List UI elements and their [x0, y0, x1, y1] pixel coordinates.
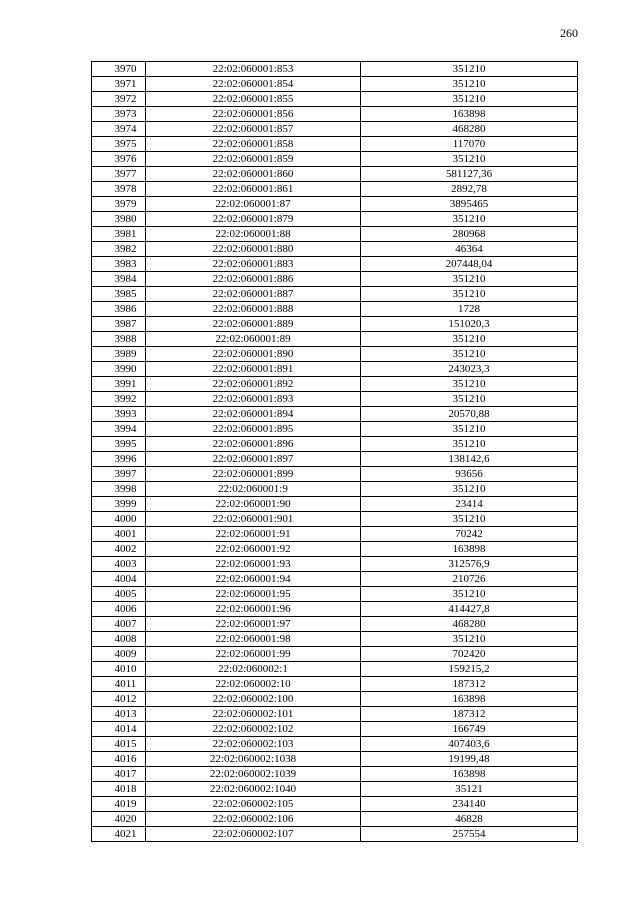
value-cell: 117070 — [361, 137, 578, 152]
cadastral-number-cell: 22:02:060001:90 — [146, 497, 361, 512]
table-row — [92, 497, 578, 512]
value-cell: 351210 — [361, 287, 578, 302]
cadastral-number-cell: 22:02:060001:883 — [146, 257, 361, 272]
table-row — [92, 212, 578, 227]
row-number-cell: 3981 — [92, 227, 146, 242]
value-cell: 163898 — [361, 692, 578, 707]
cadastral-number-cell: 22:02:060001:860 — [146, 167, 361, 182]
table-row — [92, 782, 578, 797]
row-number-cell: 4005 — [92, 587, 146, 602]
value-cell: 159215,2 — [361, 662, 578, 677]
table-row — [92, 422, 578, 437]
value-cell: 151020,3 — [361, 317, 578, 332]
value-cell: 351210 — [361, 587, 578, 602]
cadastral-number-cell: 22:02:060001:855 — [146, 92, 361, 107]
table-row — [92, 272, 578, 287]
table-row — [92, 692, 578, 707]
table-row — [92, 167, 578, 182]
page-number: 260 — [560, 26, 578, 40]
cadastral-number-cell: 22:02:060001:888 — [146, 302, 361, 317]
cadastral-number-cell: 22:02:060001:895 — [146, 422, 361, 437]
cadastral-number-cell: 22:02:060001:894 — [146, 407, 361, 422]
cadastral-number-cell: 22:02:060002:1039 — [146, 767, 361, 782]
value-cell: 163898 — [361, 542, 578, 557]
cadastral-number-cell: 22:02:060001:94 — [146, 572, 361, 587]
value-cell: 187312 — [361, 707, 578, 722]
cadastral-number-cell: 22:02:060001:853 — [146, 62, 361, 77]
value-cell: 312576,9 — [361, 557, 578, 572]
cadastral-number-cell: 22:02:060002:100 — [146, 692, 361, 707]
table-row — [92, 62, 578, 77]
table-row — [92, 152, 578, 167]
cadastral-number-cell: 22:02:060001:880 — [146, 242, 361, 257]
row-number-cell: 3975 — [92, 137, 146, 152]
cadastral-number-cell: 22:02:060001:854 — [146, 77, 361, 92]
row-number-cell: 3985 — [92, 287, 146, 302]
row-number-cell: 3990 — [92, 362, 146, 377]
value-cell: 351210 — [361, 332, 578, 347]
row-number-cell: 3998 — [92, 482, 146, 497]
cadastral-value-table — [91, 61, 578, 842]
table-row — [92, 632, 578, 647]
cadastral-number-cell: 22:02:060001:87 — [146, 197, 361, 212]
row-number-cell: 4021 — [92, 827, 146, 842]
table-row — [92, 182, 578, 197]
cadastral-number-cell: 22:02:060001:99 — [146, 647, 361, 662]
row-number-cell: 4018 — [92, 782, 146, 797]
row-number-cell: 3986 — [92, 302, 146, 317]
row-number-cell: 4002 — [92, 542, 146, 557]
value-cell: 351210 — [361, 152, 578, 167]
value-cell: 1728 — [361, 302, 578, 317]
row-number-cell: 3989 — [92, 347, 146, 362]
value-cell: 351210 — [361, 92, 578, 107]
table-row — [92, 482, 578, 497]
row-number-cell: 4015 — [92, 737, 146, 752]
row-number-cell: 4003 — [92, 557, 146, 572]
value-cell: 23414 — [361, 497, 578, 512]
table-row — [92, 137, 578, 152]
cadastral-number-cell: 22:02:060002:101 — [146, 707, 361, 722]
table-row — [92, 707, 578, 722]
value-cell: 351210 — [361, 482, 578, 497]
row-number-cell: 4009 — [92, 647, 146, 662]
cadastral-number-cell: 22:02:060001:96 — [146, 602, 361, 617]
value-cell: 163898 — [361, 107, 578, 122]
value-cell: 234140 — [361, 797, 578, 812]
value-cell: 351210 — [361, 212, 578, 227]
table-row — [92, 797, 578, 812]
value-cell: 414427,8 — [361, 602, 578, 617]
cadastral-number-cell: 22:02:060001:89 — [146, 332, 361, 347]
value-cell: 207448,04 — [361, 257, 578, 272]
row-number-cell: 4008 — [92, 632, 146, 647]
value-cell: 351210 — [361, 272, 578, 287]
table-row — [92, 812, 578, 827]
row-number-cell: 4011 — [92, 677, 146, 692]
table-row — [92, 302, 578, 317]
cadastral-number-cell: 22:02:060001:95 — [146, 587, 361, 602]
table-row — [92, 602, 578, 617]
value-cell: 243023,3 — [361, 362, 578, 377]
table-row — [92, 227, 578, 242]
table-body — [92, 62, 578, 842]
table-row — [92, 827, 578, 842]
row-number-cell: 3973 — [92, 107, 146, 122]
row-number-cell: 3987 — [92, 317, 146, 332]
cadastral-number-cell: 22:02:060001:98 — [146, 632, 361, 647]
table-row — [92, 287, 578, 302]
value-cell: 2892,78 — [361, 182, 578, 197]
row-number-cell: 3988 — [92, 332, 146, 347]
table-row — [92, 77, 578, 92]
table-row — [92, 392, 578, 407]
cadastral-number-cell: 22:02:060001:861 — [146, 182, 361, 197]
value-cell: 138142,6 — [361, 452, 578, 467]
table-row — [92, 437, 578, 452]
cadastral-number-cell: 22:02:060001:899 — [146, 467, 361, 482]
cadastral-number-cell: 22:02:060002:10 — [146, 677, 361, 692]
table-row — [92, 107, 578, 122]
table-row — [92, 722, 578, 737]
row-number-cell: 3977 — [92, 167, 146, 182]
cadastral-number-cell: 22:02:060002:1040 — [146, 782, 361, 797]
row-number-cell: 4012 — [92, 692, 146, 707]
value-cell: 163898 — [361, 767, 578, 782]
cadastral-number-cell: 22:02:060001:897 — [146, 452, 361, 467]
value-cell: 280968 — [361, 227, 578, 242]
row-number-cell: 3978 — [92, 182, 146, 197]
table-row — [92, 332, 578, 347]
cadastral-number-cell: 22:02:060002:1 — [146, 662, 361, 677]
value-cell: 468280 — [361, 617, 578, 632]
value-cell: 46828 — [361, 812, 578, 827]
cadastral-number-cell: 22:02:060001:97 — [146, 617, 361, 632]
cadastral-number-cell: 22:02:060001:879 — [146, 212, 361, 227]
row-number-cell: 3983 — [92, 257, 146, 272]
row-number-cell: 3994 — [92, 422, 146, 437]
row-number-cell: 3992 — [92, 392, 146, 407]
value-cell: 351210 — [361, 512, 578, 527]
cadastral-number-cell: 22:02:060001:92 — [146, 542, 361, 557]
row-number-cell: 4014 — [92, 722, 146, 737]
value-cell: 351210 — [361, 62, 578, 77]
value-cell: 407403,6 — [361, 737, 578, 752]
table-row — [92, 257, 578, 272]
cadastral-number-cell: 22:02:060001:896 — [146, 437, 361, 452]
table-row — [92, 572, 578, 587]
table-row — [92, 512, 578, 527]
table-row — [92, 377, 578, 392]
row-number-cell: 3991 — [92, 377, 146, 392]
table-row — [92, 467, 578, 482]
value-cell: 93656 — [361, 467, 578, 482]
value-cell: 351210 — [361, 422, 578, 437]
cadastral-number-cell: 22:02:060002:102 — [146, 722, 361, 737]
row-number-cell: 4000 — [92, 512, 146, 527]
table-row — [92, 122, 578, 137]
table-row — [92, 542, 578, 557]
table-row — [92, 362, 578, 377]
row-number-cell: 3976 — [92, 152, 146, 167]
row-number-cell: 3996 — [92, 452, 146, 467]
cadastral-number-cell: 22:02:060002:103 — [146, 737, 361, 752]
value-cell: 581127,36 — [361, 167, 578, 182]
row-number-cell: 3995 — [92, 437, 146, 452]
row-number-cell: 3974 — [92, 122, 146, 137]
value-cell: 468280 — [361, 122, 578, 137]
value-cell: 351210 — [361, 392, 578, 407]
row-number-cell: 3982 — [92, 242, 146, 257]
value-cell: 3895465 — [361, 197, 578, 212]
value-cell: 46364 — [361, 242, 578, 257]
table-row — [92, 647, 578, 662]
value-cell: 351210 — [361, 347, 578, 362]
value-cell: 702420 — [361, 647, 578, 662]
value-cell: 187312 — [361, 677, 578, 692]
cadastral-number-cell: 22:02:060002:107 — [146, 827, 361, 842]
table-row — [92, 347, 578, 362]
table-row — [92, 617, 578, 632]
cadastral-number-cell: 22:02:060001:9 — [146, 482, 361, 497]
table-row — [92, 587, 578, 602]
row-number-cell: 4006 — [92, 602, 146, 617]
table-row — [92, 752, 578, 767]
cadastral-number-cell: 22:02:060001:890 — [146, 347, 361, 362]
table-row — [92, 662, 578, 677]
value-cell: 20570,88 — [361, 407, 578, 422]
row-number-cell: 4020 — [92, 812, 146, 827]
cadastral-number-cell: 22:02:060001:858 — [146, 137, 361, 152]
cadastral-number-cell: 22:02:060001:901 — [146, 512, 361, 527]
row-number-cell: 3997 — [92, 467, 146, 482]
table-row — [92, 452, 578, 467]
cadastral-number-cell: 22:02:060001:892 — [146, 377, 361, 392]
row-number-cell: 3984 — [92, 272, 146, 287]
table-row — [92, 197, 578, 212]
row-number-cell: 4013 — [92, 707, 146, 722]
row-number-cell: 4019 — [92, 797, 146, 812]
row-number-cell: 4004 — [92, 572, 146, 587]
cadastral-number-cell: 22:02:060001:889 — [146, 317, 361, 332]
row-number-cell: 3980 — [92, 212, 146, 227]
value-cell: 19199,48 — [361, 752, 578, 767]
cadastral-number-cell: 22:02:060001:859 — [146, 152, 361, 167]
table-row — [92, 677, 578, 692]
value-cell: 351210 — [361, 377, 578, 392]
cadastral-number-cell: 22:02:060001:856 — [146, 107, 361, 122]
cadastral-number-cell: 22:02:060001:93 — [146, 557, 361, 572]
cadastral-number-cell: 22:02:060001:891 — [146, 362, 361, 377]
table-row — [92, 92, 578, 107]
value-cell: 257554 — [361, 827, 578, 842]
row-number-cell: 3979 — [92, 197, 146, 212]
row-number-cell: 3993 — [92, 407, 146, 422]
value-cell: 351210 — [361, 437, 578, 452]
table-row — [92, 737, 578, 752]
cadastral-number-cell: 22:02:060002:1038 — [146, 752, 361, 767]
row-number-cell: 3999 — [92, 497, 146, 512]
row-number-cell: 4010 — [92, 662, 146, 677]
cadastral-number-cell: 22:02:060001:857 — [146, 122, 361, 137]
row-number-cell: 3971 — [92, 77, 146, 92]
cadastral-number-cell: 22:02:060002:105 — [146, 797, 361, 812]
value-cell: 35121 — [361, 782, 578, 797]
table-row — [92, 527, 578, 542]
row-number-cell: 3970 — [92, 62, 146, 77]
table-row — [92, 407, 578, 422]
cadastral-number-cell: 22:02:060001:887 — [146, 287, 361, 302]
cadastral-number-cell: 22:02:060001:893 — [146, 392, 361, 407]
cadastral-number-cell: 22:02:060001:91 — [146, 527, 361, 542]
cadastral-number-cell: 22:02:060001:88 — [146, 227, 361, 242]
table-row — [92, 767, 578, 782]
value-cell: 70242 — [361, 527, 578, 542]
cadastral-number-cell: 22:02:060001:886 — [146, 272, 361, 287]
row-number-cell: 3972 — [92, 92, 146, 107]
table-row — [92, 242, 578, 257]
row-number-cell: 4017 — [92, 767, 146, 782]
value-cell: 351210 — [361, 77, 578, 92]
value-cell: 166749 — [361, 722, 578, 737]
row-number-cell: 4007 — [92, 617, 146, 632]
value-cell: 210726 — [361, 572, 578, 587]
table-row — [92, 557, 578, 572]
cadastral-number-cell: 22:02:060002:106 — [146, 812, 361, 827]
table-row — [92, 317, 578, 332]
row-number-cell: 4016 — [92, 752, 146, 767]
row-number-cell: 4001 — [92, 527, 146, 542]
value-cell: 351210 — [361, 632, 578, 647]
